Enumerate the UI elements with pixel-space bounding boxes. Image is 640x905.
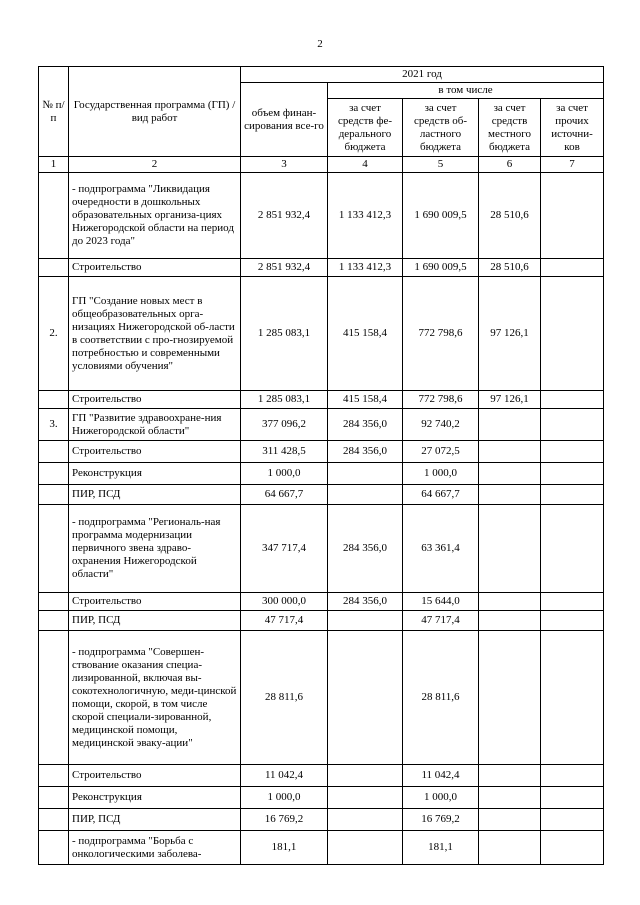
row-number — [39, 391, 69, 409]
header-fed: за счет средств фе-дерального бюджета — [328, 99, 403, 157]
federal-value: 284 356,0 — [328, 409, 403, 441]
local-value — [479, 631, 541, 765]
other-value — [541, 409, 604, 441]
table-row — [39, 173, 604, 259]
total-value: 2 851 932,4 — [241, 173, 328, 259]
local-value — [479, 463, 541, 485]
federal-value: 1 133 412,3 — [328, 259, 403, 277]
table-body — [39, 173, 604, 865]
federal-value — [328, 809, 403, 831]
row-name: Реконструкция — [69, 463, 241, 485]
regional-value: 772 798,6 — [403, 391, 479, 409]
local-value — [479, 787, 541, 809]
table-row — [39, 631, 604, 765]
row-name: ГП "Создание новых мест в общеобразовательных орга-низациях Нижегородской об-ласти в соответствии с про-гнозируемой потребностью и современными условиями обучения" — [69, 277, 241, 391]
total-value: 64 667,7 — [241, 485, 328, 505]
col-number: 7 — [541, 157, 604, 173]
col-number: 5 — [403, 157, 479, 173]
local-value: 97 126,1 — [479, 391, 541, 409]
total-value: 1 000,0 — [241, 463, 328, 485]
row-name: ПИР, ПСД — [69, 485, 241, 505]
other-value — [541, 765, 604, 787]
row-number — [39, 611, 69, 631]
col-number: 1 — [39, 157, 69, 173]
other-value — [541, 831, 604, 865]
header-oth: за счет прочих источни-ков — [541, 99, 604, 157]
row-name: - подпрограмма "Региональ-ная программа модернизации первичного звена здраво-охранения Нижегородской области" — [69, 505, 241, 593]
table-row — [39, 809, 604, 831]
row-number — [39, 441, 69, 463]
row-name: ПИР, ПСД — [69, 809, 241, 831]
local-value — [479, 485, 541, 505]
total-value: 347 717,4 — [241, 505, 328, 593]
total-value: 11 042,4 — [241, 765, 328, 787]
row-name: - подпрограмма "Ликвидация очередности в дошкольных образовательных организа-циях Нижегородской области на период до 2023 года" — [69, 173, 241, 259]
total-value: 300 000,0 — [241, 593, 328, 611]
row-number — [39, 831, 69, 865]
row-name: - подпрограмма "Борьба с онкологическими заболева- — [69, 831, 241, 865]
table-row — [39, 463, 604, 485]
federal-value — [328, 611, 403, 631]
other-value — [541, 277, 604, 391]
row-name: Строительство — [69, 765, 241, 787]
row-number — [39, 505, 69, 593]
other-value — [541, 505, 604, 593]
federal-value: 415 158,4 — [328, 391, 403, 409]
other-value — [541, 631, 604, 765]
total-value: 377 096,2 — [241, 409, 328, 441]
federal-value — [328, 631, 403, 765]
regional-value: 1 000,0 — [403, 787, 479, 809]
row-name: - подпрограмма "Совершен-ствование оказания специа-лизированной, включая вы-сокотехнологичную, меди-цинской помощи, скорой, в том числе скорой специали-зированной, медицинской помощи, медицинской эваку-ации" — [69, 631, 241, 765]
federal-value: 284 356,0 — [328, 593, 403, 611]
table-row — [39, 611, 604, 631]
local-value — [479, 505, 541, 593]
regional-value: 15 644,0 — [403, 593, 479, 611]
table-row — [39, 593, 604, 611]
page-number: 2 — [317, 38, 323, 50]
total-value: 16 769,2 — [241, 809, 328, 831]
table-row — [39, 485, 604, 505]
federal-value — [328, 463, 403, 485]
row-number — [39, 593, 69, 611]
local-value — [479, 593, 541, 611]
total-value: 1 285 083,1 — [241, 277, 328, 391]
row-number — [39, 809, 69, 831]
regional-value: 1 690 009,5 — [403, 259, 479, 277]
regional-value: 181,1 — [403, 831, 479, 865]
total-value: 28 811,6 — [241, 631, 328, 765]
other-value — [541, 593, 604, 611]
regional-value: 1 000,0 — [403, 463, 479, 485]
other-value — [541, 611, 604, 631]
other-value — [541, 787, 604, 809]
row-name: Строительство — [69, 441, 241, 463]
regional-value: 11 042,4 — [403, 765, 479, 787]
header-year: 2021 год — [241, 67, 604, 83]
local-value — [479, 409, 541, 441]
total-value: 181,1 — [241, 831, 328, 865]
local-value: 28 510,6 — [479, 173, 541, 259]
total-value: 47 717,4 — [241, 611, 328, 631]
table-row — [39, 765, 604, 787]
row-number — [39, 765, 69, 787]
regional-value: 27 072,5 — [403, 441, 479, 463]
other-value — [541, 485, 604, 505]
col-number: 6 — [479, 157, 541, 173]
row-name: Строительство — [69, 259, 241, 277]
header-loc: за счет средств местного бюджета — [479, 99, 541, 157]
other-value — [541, 391, 604, 409]
regional-value: 772 798,6 — [403, 277, 479, 391]
regional-value: 64 667,7 — [403, 485, 479, 505]
table-row — [39, 831, 604, 865]
col-number: 3 — [241, 157, 328, 173]
row-number — [39, 787, 69, 809]
regional-value: 1 690 009,5 — [403, 173, 479, 259]
col-number: 4 — [328, 157, 403, 173]
federal-value — [328, 765, 403, 787]
other-value — [541, 463, 604, 485]
total-value: 1 285 083,1 — [241, 391, 328, 409]
header-no: № п/п — [39, 67, 69, 157]
other-value — [541, 173, 604, 259]
header-incl: в том числе — [328, 83, 604, 99]
regional-value: 47 717,4 — [403, 611, 479, 631]
federal-value — [328, 831, 403, 865]
local-value — [479, 611, 541, 631]
local-value — [479, 809, 541, 831]
other-value — [541, 809, 604, 831]
col-number: 2 — [69, 157, 241, 173]
row-number — [39, 631, 69, 765]
table-row — [39, 441, 604, 463]
local-value: 97 126,1 — [479, 277, 541, 391]
total-value: 311 428,5 — [241, 441, 328, 463]
table-row — [39, 277, 604, 391]
table-row — [39, 391, 604, 409]
row-name: Строительство — [69, 391, 241, 409]
local-value — [479, 441, 541, 463]
federal-value: 415 158,4 — [328, 277, 403, 391]
regional-value: 63 361,4 — [403, 505, 479, 593]
federal-value: 1 133 412,3 — [328, 173, 403, 259]
local-value — [479, 765, 541, 787]
table-row — [39, 409, 604, 441]
row-number: 3. — [39, 409, 69, 441]
row-number — [39, 259, 69, 277]
header-total: объем финан-сирования все-го — [241, 83, 328, 157]
row-number — [39, 485, 69, 505]
row-name: Строительство — [69, 593, 241, 611]
federal-value: 284 356,0 — [328, 441, 403, 463]
row-number — [39, 173, 69, 259]
other-value — [541, 259, 604, 277]
row-name: Реконструкция — [69, 787, 241, 809]
header-reg: за счет средств об-ластного бюджета — [403, 99, 479, 157]
federal-value — [328, 787, 403, 809]
regional-value: 28 811,6 — [403, 631, 479, 765]
local-value — [479, 831, 541, 865]
total-value: 1 000,0 — [241, 787, 328, 809]
header-name: Государственная программа (ГП) / вид работ — [69, 67, 241, 157]
local-value: 28 510,6 — [479, 259, 541, 277]
row-number: 2. — [39, 277, 69, 391]
table-row — [39, 505, 604, 593]
federal-value — [328, 485, 403, 505]
regional-value: 16 769,2 — [403, 809, 479, 831]
row-name: ПИР, ПСД — [69, 611, 241, 631]
federal-value: 284 356,0 — [328, 505, 403, 593]
regional-value: 92 740,2 — [403, 409, 479, 441]
total-value: 2 851 932,4 — [241, 259, 328, 277]
table-row — [39, 787, 604, 809]
row-number — [39, 463, 69, 485]
table-row — [39, 259, 604, 277]
other-value — [541, 441, 604, 463]
row-name: ГП "Развитие здравоохране-ния Нижегородской области" — [69, 409, 241, 441]
funding-table — [38, 66, 604, 865]
